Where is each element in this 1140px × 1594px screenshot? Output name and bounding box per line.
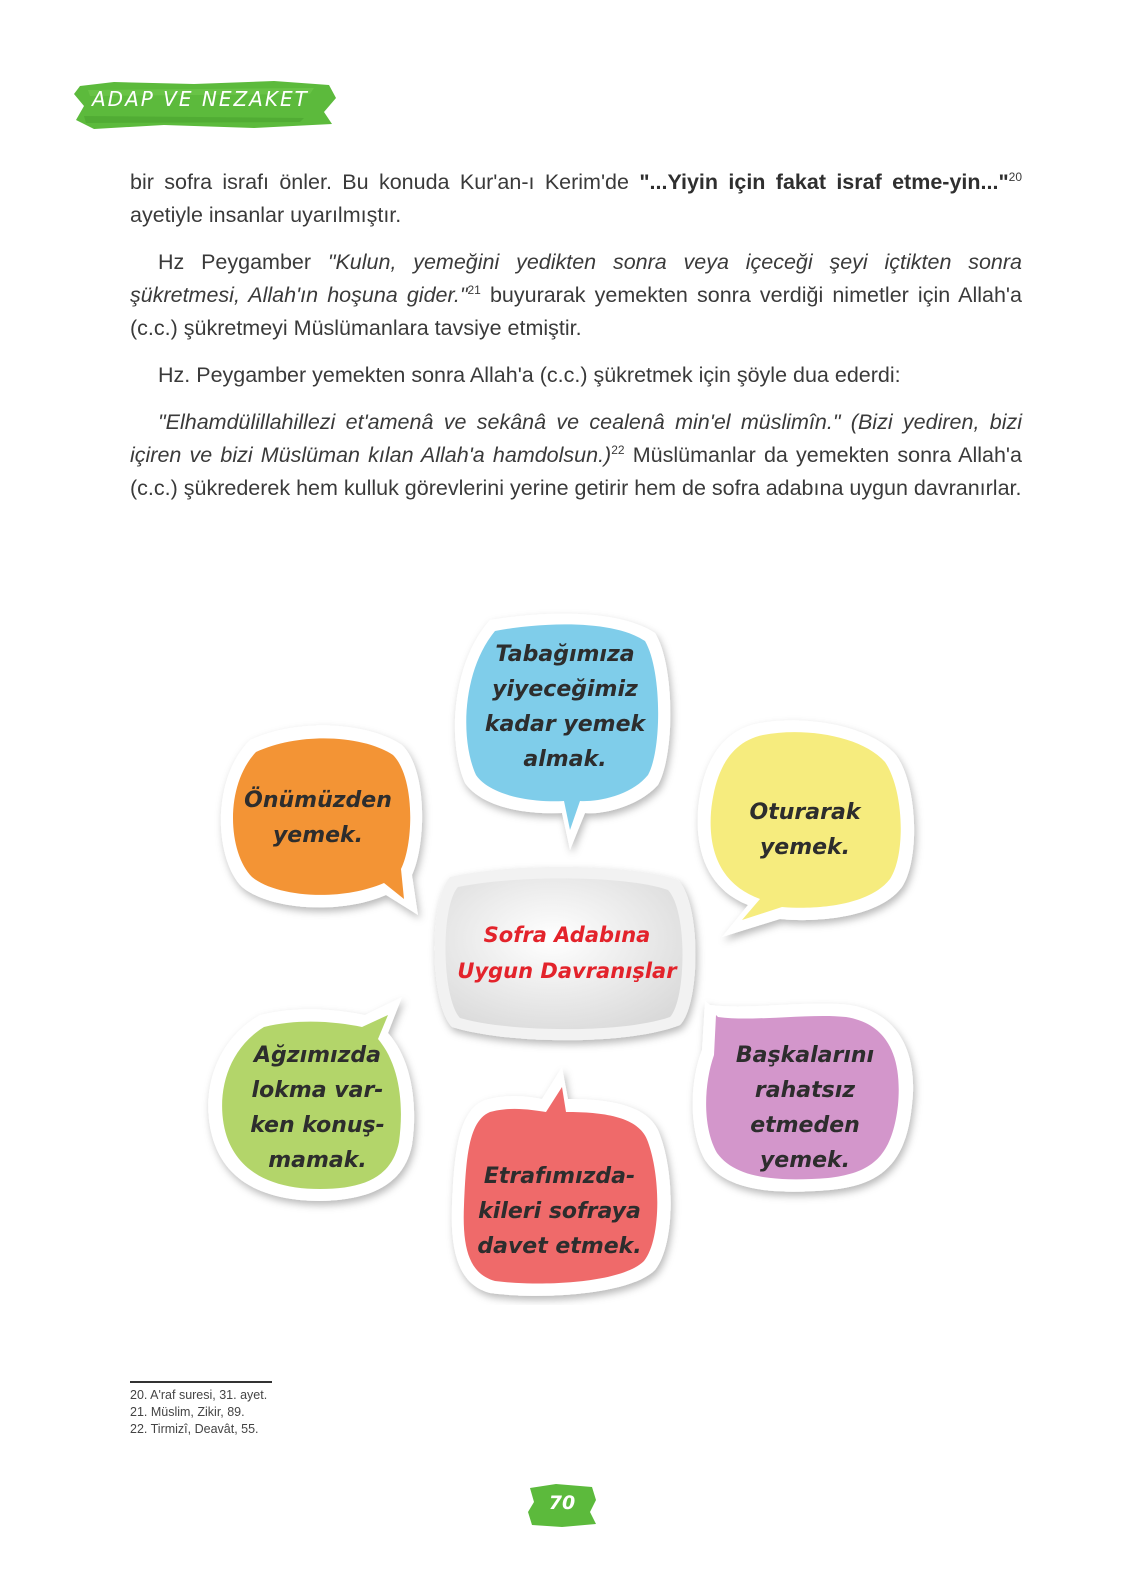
bubble-top-right-text xyxy=(720,795,890,865)
paragraph-3 xyxy=(130,359,1022,392)
footnote-20: 20. A'raf suresi, 31. ayet. xyxy=(130,1388,268,1402)
section-title: ADAP VE NEZAKET xyxy=(92,87,309,111)
bubble-top-left-text xyxy=(228,783,408,853)
bubble-bottom-line-3: davet etmek. xyxy=(477,1234,642,1259)
bubble-bottom-right-line-3: etmeden xyxy=(750,1113,860,1138)
footnote-divider xyxy=(130,1381,272,1383)
footnotes xyxy=(130,1387,267,1438)
bubble-bottom-left-line-4: mamak. xyxy=(268,1148,367,1173)
bubble-bottom-left-line-3: ken konuş- xyxy=(250,1113,385,1138)
footnote-22: 22. Tirmizî, Deavât, 55. xyxy=(130,1422,259,1436)
bubble-top-left-line-2: yemek. xyxy=(272,823,364,848)
section-banner xyxy=(74,76,336,132)
bubble-top-text xyxy=(470,637,660,777)
bubble-bottom-right-line-4: yemek. xyxy=(759,1148,851,1173)
footnote-ref-20: 20 xyxy=(1008,169,1022,184)
bubble-bottom-right-line-1: Başkalarını xyxy=(735,1043,875,1068)
paragraph-4-quote: "Elhamdülillahillezi et'amenâ ve sekânâ ve cealenâ min'el müslimîn." (Bizi yediren, bizi içiren ve bizi Müslüman kılan Allah'a hamdolsun.) xyxy=(130,410,1022,467)
bubble-top-right-line-2: yemek. xyxy=(759,835,851,860)
bubble-bottom-left-line-2: lokma var- xyxy=(251,1078,384,1103)
footnote-ref-21: 21 xyxy=(467,282,481,297)
bubble-bottom-left-text xyxy=(230,1038,405,1178)
paragraph-4-text-b: Müslümanlar da yemekten sonra Allah'a (c.c.) şükrederek hem kulluk görevlerini yerine getirir hem de sofra adabına uygun davranırlar. xyxy=(130,443,1022,500)
bubble-bottom-left-line-1: Ağzımızda xyxy=(254,1043,381,1068)
center-title-line-2: Uygun Davranışlar xyxy=(457,959,677,983)
paragraph-1-quote: "...Yiyin için fakat israf etme-yin..." xyxy=(639,170,1009,194)
bubble-top-right-line-1: Oturarak xyxy=(749,800,861,825)
paragraph-1 xyxy=(130,166,1022,232)
footnote-ref-22: 22 xyxy=(611,442,625,457)
paragraph-3-text: Hz. Peygamber yemekten sonra Allah'a (c.c.) şükretmek için şöyle dua ederdi: xyxy=(158,363,901,387)
paragraph-2-quote: "Kulun, yemeğini yedikten sonra veya içeceği şeyi içtikten sonra şükretmesi, Allah'ın hoşuna gider." xyxy=(130,250,1022,307)
center-title-line-1: Sofra Adabına xyxy=(483,923,651,947)
bubble-bottom-right-text xyxy=(710,1038,900,1178)
page-number-badge xyxy=(526,1482,598,1528)
bubble-bottom-right-line-2: rahatsız xyxy=(754,1078,856,1103)
bubble-bottom-line-1: Etrafımızda- xyxy=(483,1164,636,1189)
paragraph-1-text-b: ayetiyle insanlar uyarılmıştır. xyxy=(130,203,402,227)
body-text xyxy=(130,166,1022,519)
paragraph-2 xyxy=(130,246,1022,345)
paragraph-2-text-a: Hz Peygamber xyxy=(158,250,328,274)
bubble-bottom-text xyxy=(462,1159,657,1264)
bubble-bottom-line-2: kileri sofraya xyxy=(478,1199,641,1224)
paragraph-1-text-a: bir sofra israfı önler. Bu konuda Kur'an-ı Kerim'de xyxy=(130,170,640,194)
center-title xyxy=(452,917,682,989)
bubble-top-left-line-1: Önümüzden xyxy=(244,788,392,813)
footnote-21: 21. Müslim, Zikir, 89. xyxy=(130,1405,245,1419)
page-number: 70 xyxy=(548,1492,576,1514)
paragraph-2-text-b: buyurarak yemekten sonra verdiği nimetler için Allah'a (c.c.) şükretmeyi Müslümanlara tavsiye etmiştir. xyxy=(130,283,1022,340)
bubble-top-line-3: kadar yemek xyxy=(484,712,646,737)
bubble-top-line-4: almak. xyxy=(523,747,607,772)
bubble-top-line-1: Tabağımıza xyxy=(495,642,635,667)
sofra-adabi-diagram xyxy=(190,605,950,1305)
paragraph-4 xyxy=(130,406,1022,505)
bubble-top-line-2: yiyeceğimiz xyxy=(492,677,638,702)
